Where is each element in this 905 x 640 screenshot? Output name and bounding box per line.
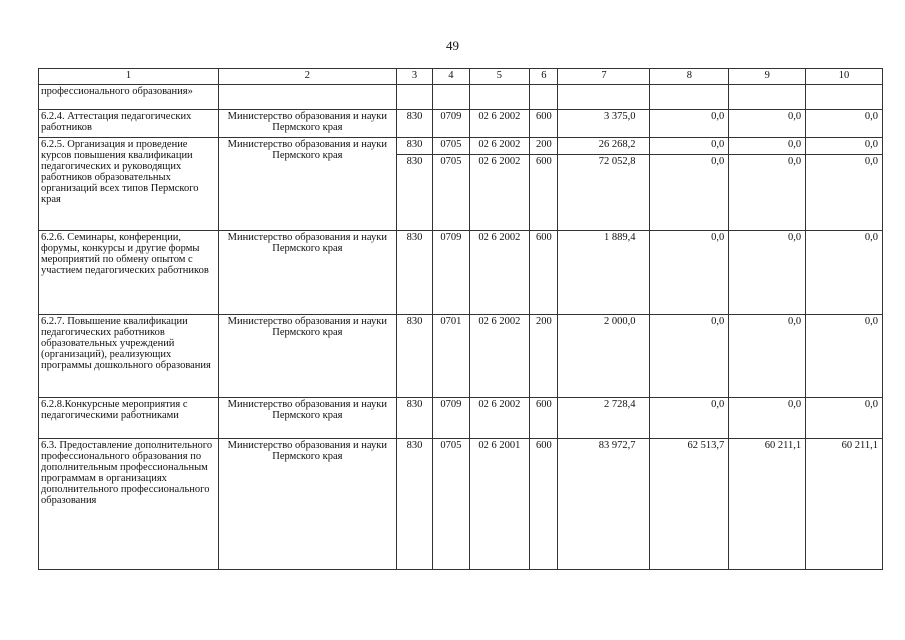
cell-amount-col9: 0,0 <box>787 156 802 167</box>
cell-target-code: 02 6 2002 <box>469 315 530 398</box>
cell-amount-col7: 2 728,4 <box>558 398 650 439</box>
responsible-org: Министерство образования и науки Пермского края <box>218 138 396 231</box>
measure-name: 6.3. Предоставление дополнительного профессионального образования по дополнительным профессиональным программам в организациях дополнительного профессионального образования <box>39 439 219 570</box>
cell-amount-col7: 3 375,0 <box>558 110 650 138</box>
cell-amount-col9: 60 211,1 <box>729 439 806 570</box>
table-row <box>39 439 883 570</box>
cell-expense-code: 200 <box>530 138 557 155</box>
cell-section-code: 0705 <box>433 138 468 155</box>
cell-amount-col7: 1 889,4 <box>558 231 650 315</box>
cell-target-code: 02 6 2002 <box>469 398 530 439</box>
cell-section-code: 0701 <box>433 315 469 398</box>
cell-amount-col8: 0,0 <box>650 398 729 439</box>
cell-amount-col8: 0,0 <box>650 110 729 138</box>
cell-ministry-code: 830 <box>396 398 432 439</box>
cell-amount-col8: 0,0 <box>650 138 728 155</box>
measure-name: 6.2.6. Семинары, конференции, форумы, конкурсы и другие формы мероприятий по обмену опытом с участием педагогических работников <box>39 231 219 315</box>
cell-amount-col9: 0,0 <box>729 315 806 398</box>
responsible-org: Министерство образования и науки Пермского края <box>218 231 396 315</box>
column-header: 5 <box>469 69 530 85</box>
cell-section-code: 0705 <box>440 156 462 167</box>
measure-name: 6.2.4. Аттестация педагогических работников <box>39 110 219 138</box>
budget-table <box>38 68 883 570</box>
column-number-row <box>39 69 883 85</box>
cell-ministry-code: 830 <box>396 439 432 570</box>
column-header: 10 <box>806 69 883 85</box>
cell-section-code: 0705 <box>433 439 469 570</box>
cell-target-code: 02 6 2001 <box>469 439 530 570</box>
cell-amount-col10: 0,0 <box>806 315 883 398</box>
cell-section-code: 0709 <box>433 398 469 439</box>
table-row <box>39 110 883 138</box>
cell-amount-col9: 0,0 <box>729 138 805 155</box>
column-header: 3 <box>396 69 432 85</box>
cell-expense-code: 600 <box>530 398 558 439</box>
table-row <box>39 138 883 231</box>
cell-expense-code: 600 <box>530 231 558 315</box>
column-header: 6 <box>530 69 558 85</box>
responsible-org: Министерство образования и науки Пермского края <box>218 398 396 439</box>
cell-target-code: 02 6 2002 <box>470 138 530 155</box>
measure-name: 6.2.7. Повышение квалификации педагогических работников образовательных учреждений (организаций), реализующих программы дошкольного образования <box>39 315 219 398</box>
table-row <box>39 85 883 110</box>
column-header: 8 <box>650 69 729 85</box>
cell-amount-col8: 62 513,7 <box>650 439 729 570</box>
cell-target-code: 02 6 2002 <box>469 110 530 138</box>
cell-ministry-code: 830 <box>406 156 423 167</box>
column-header: 9 <box>729 69 806 85</box>
cell-ministry-code: 830 <box>396 110 432 138</box>
cell-amount-col10: 0,0 <box>806 138 882 155</box>
responsible-org <box>218 85 396 110</box>
cell-target-code: 02 6 2002 <box>469 231 530 315</box>
cell-expense-code: 200 <box>530 315 558 398</box>
table-row <box>39 231 883 315</box>
cell-amount-col7: 26 268,2 <box>558 138 649 155</box>
responsible-org: Министерство образования и науки Пермского края <box>218 110 396 138</box>
cell-amount-col9: 0,0 <box>729 110 806 138</box>
responsible-org: Министерство образования и науки Пермского края <box>218 315 396 398</box>
column-header: 4 <box>433 69 469 85</box>
cell-amount-col7: 2 000,0 <box>558 315 650 398</box>
cell-target-code: 02 6 2002 <box>478 156 521 167</box>
cell-amount-col7: 83 972,7 <box>558 439 650 570</box>
cell-amount-col10: 60 211,1 <box>806 439 883 570</box>
cell-ministry-code: 830 <box>396 315 432 398</box>
cell-amount-col10: 0,0 <box>806 398 883 439</box>
cell-amount-col8: 0,0 <box>711 156 725 167</box>
cell-amount-col8: 0,0 <box>650 231 729 315</box>
cell-section-code: 0709 <box>433 110 469 138</box>
measure-name: 6.2.8.Конкурсные мероприятия с педагогическими работниками <box>39 398 219 439</box>
cell-amount-col8: 0,0 <box>650 315 729 398</box>
measure-name: 6.2.5. Организация и проведение курсов повышения квалификации педагогических и руководящих работников образовательных организаций всех типов Пермского края <box>39 138 219 231</box>
cell-amount-col9: 0,0 <box>729 398 806 439</box>
cell-amount-col10: 0,0 <box>806 110 883 138</box>
cell-amount-col7: 72 052,8 <box>598 156 636 167</box>
cell-ministry-code: 830 <box>397 138 432 155</box>
cell-amount-col9: 0,0 <box>729 231 806 315</box>
page-number: 49 <box>446 38 459 53</box>
table-row <box>39 398 883 439</box>
column-header: 1 <box>39 69 219 85</box>
cell-ministry-code: 830 <box>396 231 432 315</box>
column-header: 7 <box>558 69 650 85</box>
cell-section-code: 0709 <box>433 231 469 315</box>
cell-expense-code: 600 <box>530 439 558 570</box>
cell-expense-code: 600 <box>535 156 552 167</box>
cell-expense-code: 600 <box>530 110 558 138</box>
measure-name: профессионального образования» <box>39 85 219 110</box>
responsible-org: Министерство образования и науки Пермского края <box>218 439 396 570</box>
column-header: 2 <box>218 69 396 85</box>
table-row <box>39 315 883 398</box>
cell-amount-col10: 0,0 <box>864 156 878 167</box>
cell-amount-col10: 0,0 <box>806 231 883 315</box>
